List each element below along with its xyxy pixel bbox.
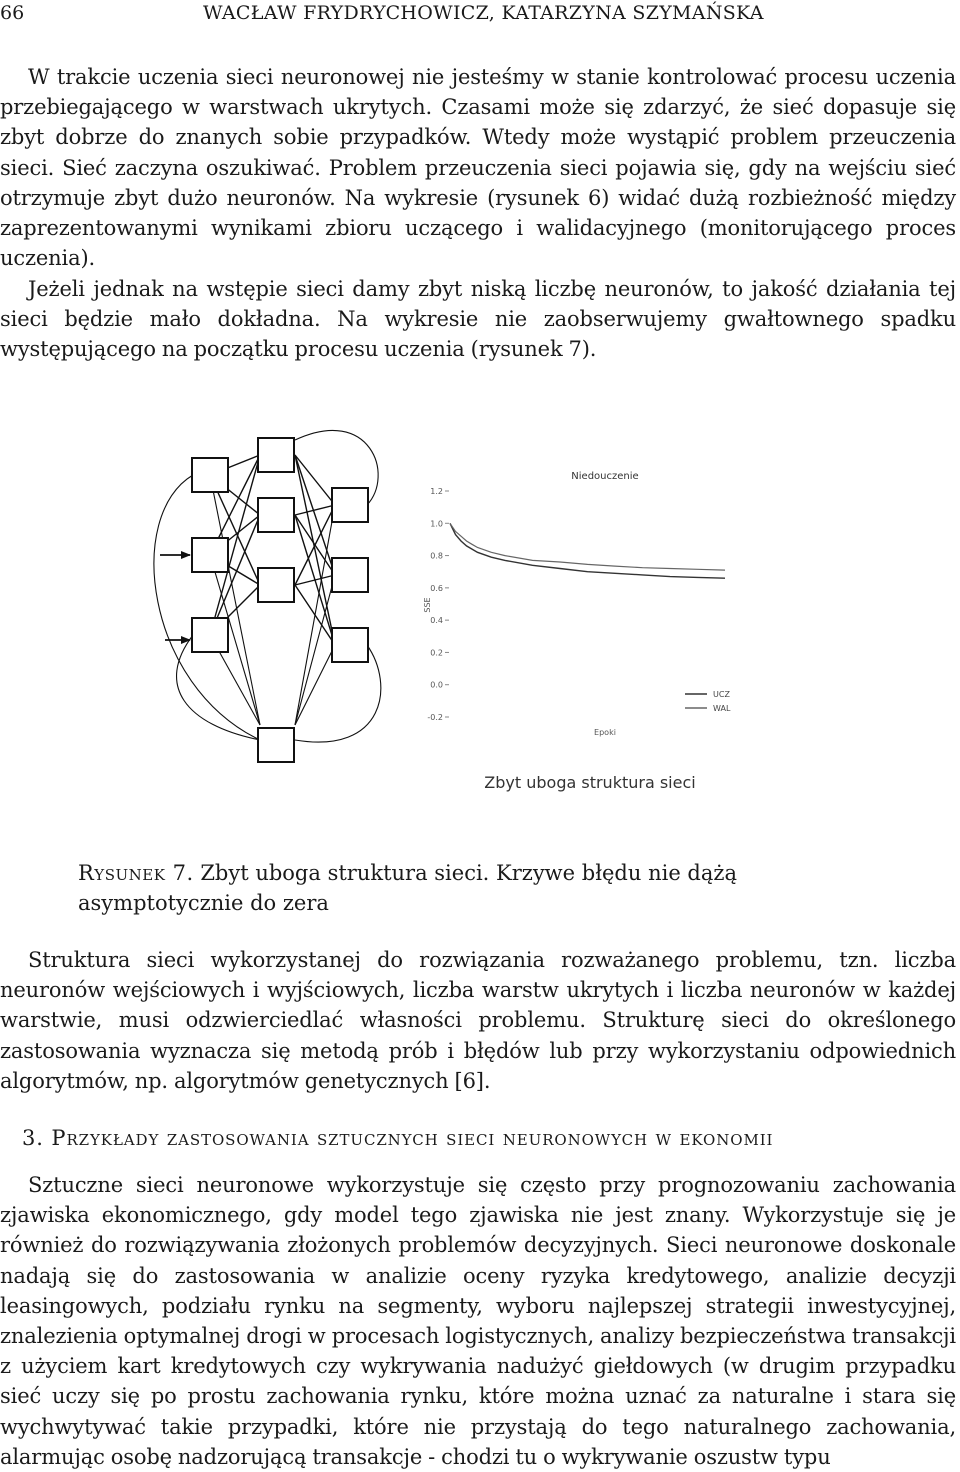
network-diagram (154, 430, 381, 762)
page-number: 66 (0, 2, 25, 24)
section-paragraph: Sztuczne sieci neuronowe wykorzystuje się często przy prognozowaniu zachowania zjawiska ekonomicznego, gdy model tego zjawiska nie jest znany. Wykorzystuje się je również do rozwiązywania złożonych problemów decyzyjnych. Sieci neuronowe doskonale nadają się do zastosowania w analizie oceny ryzyka kredytowego, analizie decyzji leasingowych, podziału rynku na segmenty, wyboru najlepszej strategii inwestycyjnej, znalezienia optymalnej drogi w procesach logistycznych, analizy bezpieczeństwa transakcji z użyciem kart kredytowych czy wykrywania nadużyć giełdowych (w drugim przypadku sieć uczy się po prostu zachowania rynku, które można uznać za naturalne i stara się wychwytywać takie przypadki, które nie przystają do tego naturalnego zachowania, alarmując osobę nadzorującą transakcje - chodzi tu o wykrywanie oszustw typu (0, 1173, 956, 1469)
y-axis-label: SSE (423, 597, 432, 613)
legend-label: WAL (713, 704, 731, 713)
y-tick-label: 0.8 (430, 551, 443, 561)
y-tick-label: 1.0 (430, 519, 443, 529)
caption-text: Zbyt uboga struktura sieci. Krzywe błędu nie dążą asymptotycznie do zera (78, 861, 737, 915)
y-tick-label: 0.4 (430, 616, 443, 626)
chart-series (450, 523, 725, 578)
chart-legend (685, 690, 731, 713)
running-head (0, 2, 960, 26)
chart-title: Niedouczenie (571, 471, 639, 482)
figure-caption (78, 858, 878, 918)
sse-chart (423, 471, 731, 792)
y-tick-label: 1.2 (430, 487, 443, 496)
series-line-wal (450, 523, 725, 570)
y-tick-label: -0.2 (427, 713, 443, 722)
x-axis-label: Epoki (594, 728, 616, 737)
section-body (0, 1170, 956, 1472)
figure-graphic (85, 395, 740, 835)
section-heading: 3. Przykłady zastosowania sztucznych sieci neuronowych w ekonomii (22, 1126, 774, 1150)
legend-label: UCZ (713, 690, 730, 699)
y-tick-label: 0.0 (430, 680, 443, 690)
figure-7 (85, 395, 740, 835)
chart-subtitle: Zbyt uboga struktura sieci (484, 773, 696, 792)
paragraph-underfitting: Jeżeli jednak na wstępie sieci damy zbyt niską liczbę neuronów, to jakość działania tej sieci będzie mało dokładna. Na wykresie nie zaobserwujemy gwałtownego spadku występującego na początku procesu uczenia (rysunek 7). (0, 277, 956, 362)
paragraph-overfitting: W trakcie uczenia sieci neuronowej nie jesteśmy w stanie kontrolować procesu uczenia przebiegającego w warstwach ukrytych. Czasami może się zdarzyć, że sieć dopasuje się zbyt dobrze do znanych sobie przypadków. Wtedy może wystąpić problem przeuczenia sieci. Sieć zaczyna oszukiwać. Problem przeuczenia sieci pojawia się, gdy na wejściu sieć otrzymuje zbyt dużo neuronów. Na wykresie (rysunek 6) widać dużą rozbieżność między zaprezentowanymi wynikami zbioru uczącego i walidacyjnego (monitorującego proces uczenia). (0, 65, 956, 271)
y-tick-label: 0.6 (430, 583, 443, 593)
running-head-authors: WACŁAW FRYDRYCHOWICZ, KATARZYNA SZYMAŃSKA (203, 2, 764, 24)
paragraph-network-structure: Struktura sieci wykorzystanej do rozwiązania rozważanego problemu, tzn. liczba neuronów wejściowych i wyjściowych, liczba warstw ukrytych i liczba neuronów w każdej warstwie, musi odzwierciedlać własności problemu. Strukturę sieci do określonego zastosowania wyznacza się metodą prób i błędów lub przy wykorzystaniu odpowiednich algorytmów, np. algorytmów genetycznych [6]. (0, 948, 956, 1093)
y-tick-label: 0.2 (430, 648, 443, 658)
caption-label: Rysunek 7. (78, 861, 194, 885)
series-line-ucz (450, 523, 725, 578)
